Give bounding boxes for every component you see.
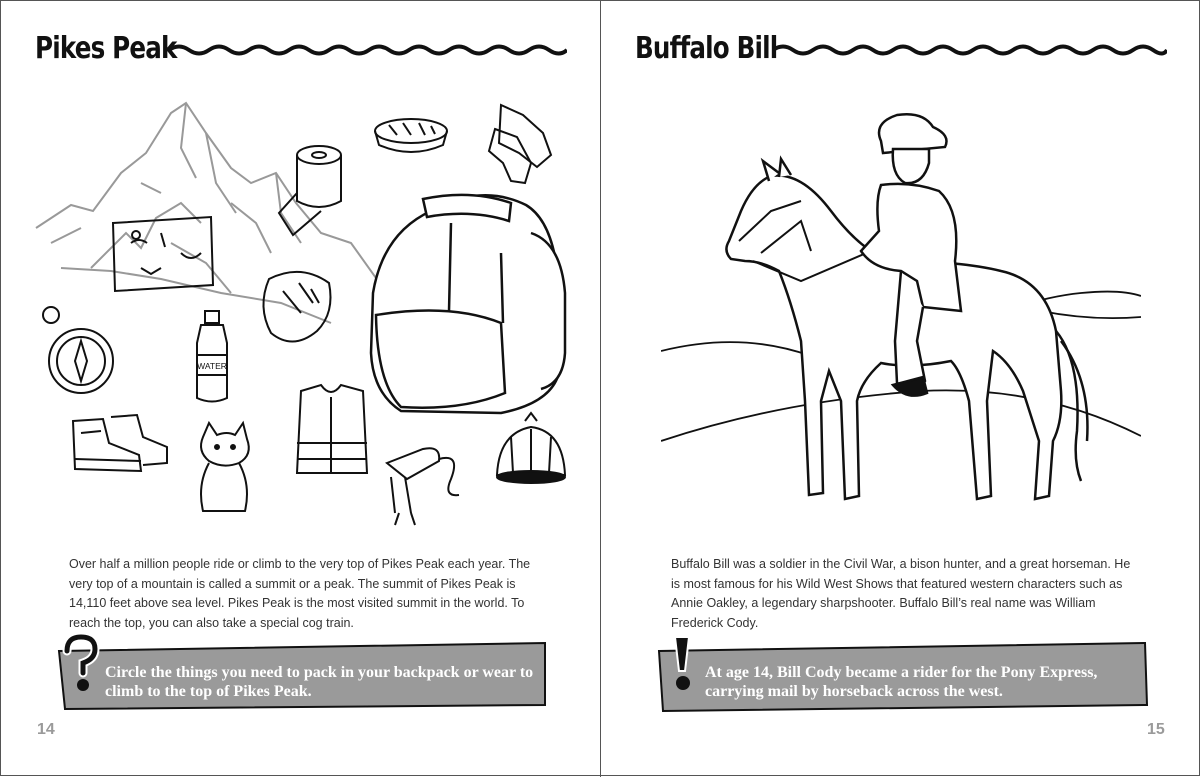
body-text: Over half a million people ride or climb to the very top of Pikes Peak each year. The very top of a mountain is called a summit or a peak. The summit of Pikes Peak is 14,110 feet above sea level. Pikes Peak is the most visited summit in the world. To reach the top, you can also take a special cog train. [69,557,531,630]
exclamation-mark-icon [663,631,703,695]
page-number: 14 [37,721,55,738]
activity-instructions: Circle the things you need to pack in your backpack or wear to climb to the top of Pikes Peak. [105,664,534,700]
fun-fact-text: At age 14, Bill Cody became a rider for the Pony Express, carrying mail by horseback across the west. [705,664,1098,700]
question-mark-icon [59,633,103,693]
backpack-icon [371,195,565,413]
body-text: Buffalo Bill was a soldier in the Civil War, a bison hunter, and a great horseman. He is most famous for his Wild West Shows that featured western characters such as Annie Oakley, a legendary sharpshooter. Buffalo Bill’s real name was William Frederick Cody. [671,557,1131,630]
rope-divider [169,39,567,61]
page-title: Pikes Peak [35,31,177,66]
compass-icon [43,307,113,393]
backpack-items-illustration [31,93,571,533]
mountain-illustration [36,103,391,323]
left-page [1,1,601,777]
rope-divider [773,39,1167,61]
life-vest-icon [297,385,367,473]
cat-icon [201,423,249,511]
buffalo-bill-illustration [661,101,1141,521]
hiking-boots-icon [73,415,167,471]
baseball-glove-icon [263,272,330,342]
pie-icon [375,119,447,152]
hand-mixer-icon [387,448,459,525]
gloves-icon [489,105,551,183]
winter-hat-icon [497,413,565,483]
page-title: Buffalo Bill [635,31,778,66]
right-page [601,1,1200,777]
page-number: 15 [1147,721,1165,738]
water-bottle-icon [197,311,227,402]
water-label: WATER [197,361,227,371]
